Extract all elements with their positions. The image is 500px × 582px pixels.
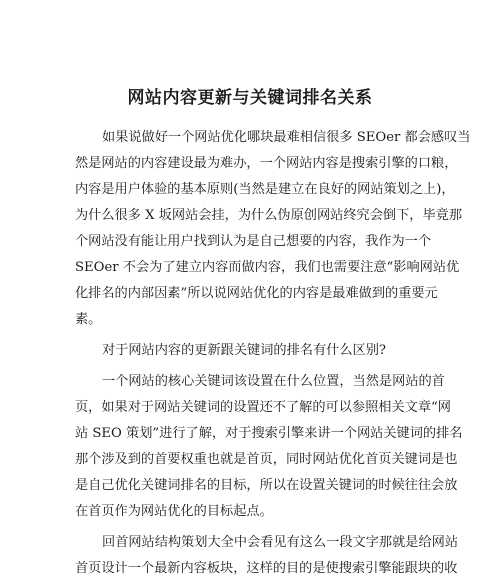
text-line: 化排名的内部因素”所以说网站优化的内容是最难做到的重要元 — [75, 286, 438, 301]
text-line: 对于网站内容的更新跟关键词的排名有什么区别? — [102, 343, 387, 358]
text-line: 内容是用户体验的基本原则(当然是建立在良好的网站策划之上)， — [75, 182, 455, 197]
paragraph — [75, 125, 471, 333]
text-line: 然是网站的内容建设最为难办，一个网站内容是搜索引擎的口粮， — [75, 156, 458, 171]
text-line: 页，如果对于网站关键词的设置还不了解的可以参照相关文章“网 — [75, 400, 451, 415]
document-title: 网站内容更新与关键词排名关系 — [127, 88, 373, 108]
text-line: 回首网站结构策划大全中会看见有这么一段文字那就是给网站 — [102, 535, 459, 550]
text-line: 一个网站的核心关键词该设置在什么位置，当然是网站的首 — [102, 374, 445, 389]
text-line: 是自己优化关键词排名的目标，所以在设置关键词的时候往往会放 — [75, 478, 458, 493]
paragraph — [75, 369, 463, 525]
text-line: 如果说做好一个网站优化哪块最难相信很多 SEOer 都会感叹当 — [102, 130, 471, 145]
text-line: 为什么很多 X 坂网站会挂，为什么伪原创网站终究会倒下，毕竟那 — [75, 208, 463, 223]
text-line: 站 SEO 策划”进行了解，对于搜索引擎来讲一个网站关键词的排名 — [75, 426, 463, 441]
paragraph — [75, 530, 459, 582]
text-line: 在首页作为网站优化的目标起点。 — [75, 504, 273, 519]
text-line: SEOer 不会为了建立内容而做内容，我们也需要注意“影响网站优 — [75, 260, 460, 275]
paragraph — [75, 338, 427, 364]
text-line: 素。 — [75, 312, 102, 327]
text-line: 首页设计一个最新内容板块，这样的目的是使搜索引擎能跟块的收 — [75, 561, 458, 576]
text-line: 那个涉及到的首要权重也就是首页，同时网站优化首页关键词是也 — [75, 452, 458, 467]
text-line: 个网站没有能让用户找到认为是自己想要的内容，我作为一个 — [75, 234, 432, 249]
document-body — [75, 125, 471, 582]
